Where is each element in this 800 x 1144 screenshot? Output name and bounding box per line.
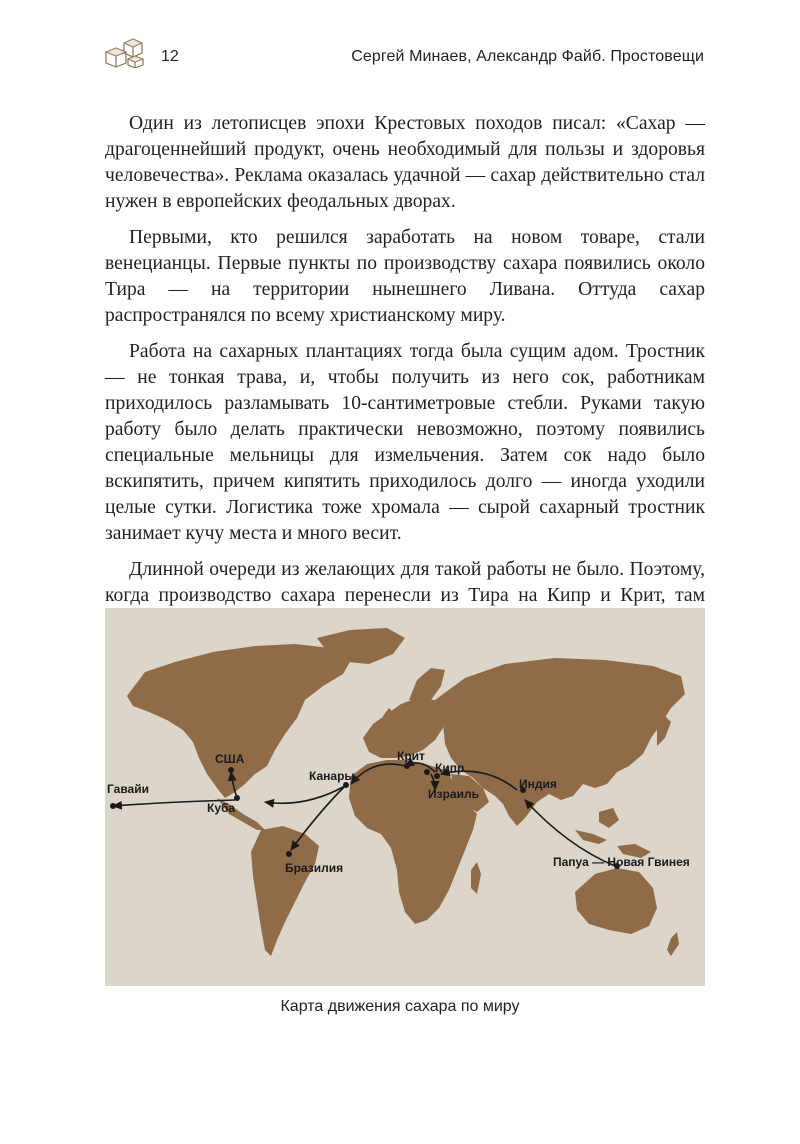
sugar-route-map xyxy=(105,608,705,986)
label-papua: Папуа — Новая Гвинея xyxy=(553,855,690,869)
label-india: Индия xyxy=(519,777,557,791)
label-cuba: Куба xyxy=(207,801,236,815)
label-usa: США xyxy=(215,752,245,766)
figure-caption: Карта движения сахара по миру xyxy=(280,998,520,1015)
label-israel: Израиль xyxy=(428,787,479,801)
paragraph: Один из летописцев эпохи Крестовых походов писал: «Сахар — драгоценнейший продукт, очень необходимый для пользы и здоровья человечества». Реклама оказалась удачной — сахар действительно стал нужен в европейских феодальных дворах. xyxy=(105,113,705,213)
label-crete: Крит xyxy=(397,749,425,763)
paragraph: Длинной очереди из желающих для такой работы не было. Поэтому, когда производство сахара перенесли из Тира на Кипр и Крит, там xyxy=(105,559,705,607)
page-number: 12 xyxy=(161,48,179,65)
body-text xyxy=(105,111,705,645)
sugar-cubes-icon xyxy=(104,34,146,68)
label-hawaii: Гавайи xyxy=(107,782,149,796)
point-hawaii xyxy=(110,803,116,809)
point-usa xyxy=(228,767,234,773)
paragraph: Работа на сахарных плантациях тогда была сущим адом. Тростник — не тонкая трава, и, чтобы получить из него сок, работникам приходилось разламывать 10-сантиметровые стебли. Руками такую работу было делать практически невозможно, поэтому появились специальные мельницы для измельчения. Затем сок надо было вскипятить, причем кипятить приходилось долго — иногда уходили целые сутки. Логистика тоже хромала — сырой сахарный тростник занимает кучу места и много весит. xyxy=(105,340,705,545)
label-canaries: Канары xyxy=(309,769,355,783)
point-crete xyxy=(404,763,410,769)
running-title: Сергей Минаев, Александр Файб. Простовещи xyxy=(351,48,704,65)
label-cyprus: Кипр xyxy=(435,761,465,775)
page-header xyxy=(0,0,800,80)
point-brazil xyxy=(286,851,292,857)
point-cyprus xyxy=(424,769,430,775)
world-map xyxy=(105,608,705,986)
label-brazil: Бразилия xyxy=(285,861,344,875)
paragraph: Первыми, кто решился заработать на новом товаре, стали венецианцы. Первые пункты по производству сахара появились около Тира — на территории нынешнего Ливана. Оттуда сахар распространялся по всему христианскому миру. xyxy=(105,226,705,327)
